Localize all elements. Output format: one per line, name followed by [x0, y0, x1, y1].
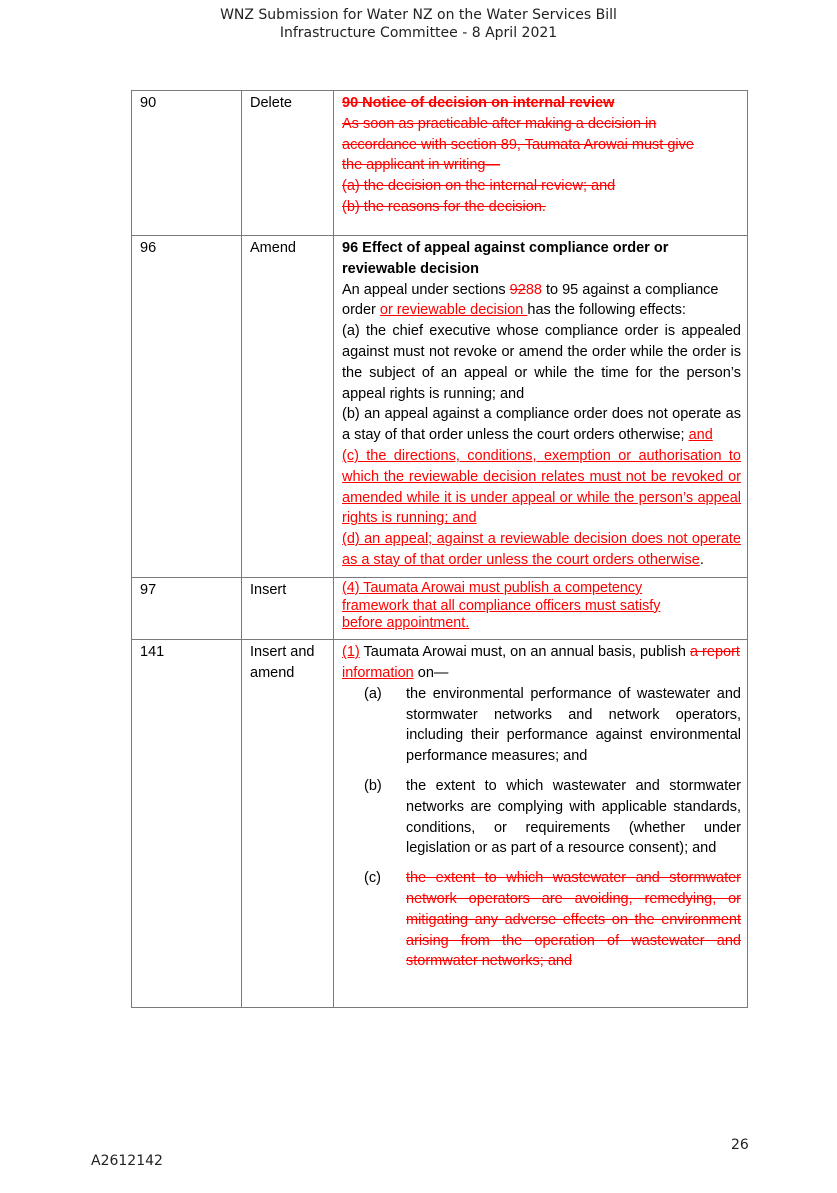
section-cell: 141 — [132, 640, 242, 1008]
paragraph-b — [342, 404, 741, 446]
list-item — [342, 776, 741, 859]
intro-text: An appeal under sections — [342, 281, 510, 298]
item-label: (b) — [364, 777, 382, 794]
intro-text: on— — [413, 664, 449, 681]
document-id: A2612142 — [91, 1153, 163, 1169]
section-cell: 96 — [132, 236, 242, 578]
text-cell — [334, 577, 748, 639]
inserted-text: (1) — [342, 644, 360, 661]
item-text: the environmental performance of wastewater and stormwater networks and network operators, including their performance against environmental performance measures; and — [406, 685, 741, 765]
section-cell: 90 — [132, 91, 242, 236]
item-label: (c) — [364, 870, 381, 887]
paragraph-d — [342, 529, 741, 571]
action-cell: Amend — [242, 236, 334, 578]
list-item — [342, 684, 741, 767]
inserted-text: information — [342, 664, 414, 681]
paragraph-end: . — [699, 551, 704, 568]
intro-text: has the following effects: — [527, 302, 686, 319]
table-row — [132, 640, 748, 1008]
deleted-line: accordance with section 89, Taumata Arowai must give — [342, 136, 694, 153]
item-text: the extent to which wastewater and stormwater network operators are avoiding, remedying, or mitigating any adverse effects on the environment arising from the operation of wastewater and stormwater networks; and — [406, 870, 741, 970]
text-cell — [334, 91, 748, 236]
deleted-text: 92 — [509, 281, 526, 298]
intro-text: Taumata Arowai must, on an annual basis, publish — [359, 644, 690, 661]
paragraph-b-text: (b) an appeal against a compliance order does not operate as a stay of that order unless the court orders otherwise; — [342, 406, 741, 444]
deleted-line: (b) the reasons for the decision. — [342, 198, 546, 215]
inserted-line: (4) Taumata Arowai must publish a competency — [342, 579, 643, 596]
action-cell: Delete — [242, 91, 334, 236]
paragraph-c-inserted: (c) the directions, conditions, exemption or authorisation to which the reviewable decision relates must not be revoked or amended while it is under appeal or while the person’s appeal rights is running; and — [342, 447, 741, 527]
header-line-1: WNZ Submission for Water NZ on the Water Services Bill — [220, 7, 617, 23]
deleted-title: 90 Notice of decision on internal review — [342, 95, 615, 111]
inserted-text: (d) an appeal; against a reviewable decision does not operate as a stay of that order unless the court orders otherwise — [342, 531, 741, 568]
paragraph-a: (a) the chief executive whose compliance order is appealed against must not revoke or amend the order while the order is the subject of an appeal or while the time for the person’s appeal rights is running; and — [342, 323, 741, 402]
text-cell — [334, 640, 748, 1008]
text-cell — [334, 236, 748, 578]
action-cell: Insert — [242, 577, 334, 639]
item-text: the extent to which wastewater and stormwater networks are complying with applicable standards, conditions, or requirements (whether under legislation or as part of a resource consent); and — [406, 777, 741, 857]
table-row — [132, 91, 748, 236]
clause-intro — [342, 642, 741, 684]
deleted-line: (a) the decision on the internal review; and — [342, 178, 616, 195]
page-number: 26 — [731, 1137, 749, 1153]
page-header — [0, 6, 837, 42]
inserted-text: 88 — [525, 281, 542, 298]
amendments-table — [131, 90, 748, 1008]
section-cell: 97 — [132, 577, 242, 639]
deleted-line: As soon as practicable after making a decision in — [342, 115, 657, 132]
list-item-deleted — [342, 868, 741, 972]
inserted-text: and — [688, 427, 713, 444]
table-row — [132, 577, 748, 639]
deleted-line: the applicant in writing— — [342, 157, 500, 174]
intro-text: to 95 against a compliance order — [342, 281, 719, 319]
table-row — [132, 236, 748, 578]
header-line-2: Infrastructure Committee - 8 April 2021 — [279, 25, 558, 41]
clause-title: 96 Effect of appeal against compliance order or reviewable decision — [342, 240, 669, 277]
inserted-line: framework that all compliance officers must satisfy — [342, 597, 661, 614]
item-label: (a) — [364, 685, 382, 702]
deleted-text: a report — [689, 644, 740, 661]
clause-intro — [342, 280, 741, 322]
action-cell: Insert and amend — [242, 640, 334, 1008]
inserted-line: before appointment. — [342, 615, 470, 632]
inserted-text: or reviewable decision — [379, 302, 528, 319]
